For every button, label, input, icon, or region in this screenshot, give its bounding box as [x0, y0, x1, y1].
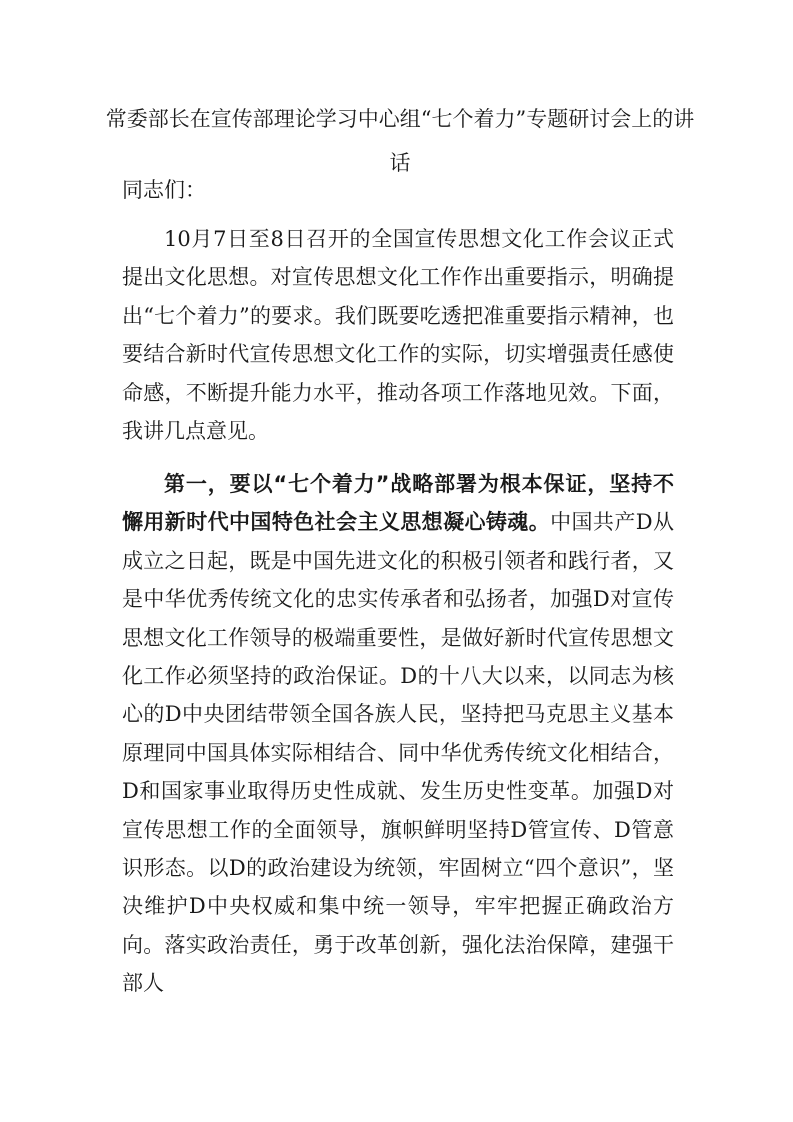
document-title: 常委部长在宣传部理论学习中心组“七个着力”专题研讨会上的讲话 [105, 107, 695, 175]
salutation: 同志们： [122, 178, 206, 202]
first-point-heading: 第一，要以“七个着力”战略部署为根本保证，坚持不懈用新时代中国特色社会主义思想凝心铸魂。 [122, 472, 674, 535]
paragraph-first-point [122, 465, 674, 1003]
first-point-body: 中国共产D从成立之日起，既是中国先进文化的积极引领者和践行者，又是中华优秀传统文化的忠实传承者和弘扬者，加强D对宣传思想文化工作领导的极端重要性，是做好新时代宣传思想文化工作必须坚持的政治保证。D的十八大以来，以同志为核心的D中央团结带领全国各族人民，坚持把马克思主义基本原理同中国具体实际相结合、同中华优秀传统文化相结合，D和国家事业取得历史性成就、发生历史性变革。加强D对宣传思想工作的全面领导，旗帜鲜明坚持D管宣传、D管意识形态。以D的政治建设为统领，牢固树立“四个意识”，坚决维护D中央权威和集中统一领导，牢牢把握正确政治方向。落实政治责任，勇于改革创新，强化法治保障，建强干部人 [122, 510, 674, 996]
paragraph-intro: 10月7日至8日召开的全国宣传思想文化工作会议正式提出文化思想。对宣传思想文化工作作出重要指示，明确提出“七个着力”的要求。我们既要吃透把准重要指示精神，也要结合新时代宣传思想文化工作的实际，切实增强责任感使命感，不断提升能力水平，推动各项工作落地见效。下面，我讲几点意见。 [122, 227, 674, 444]
